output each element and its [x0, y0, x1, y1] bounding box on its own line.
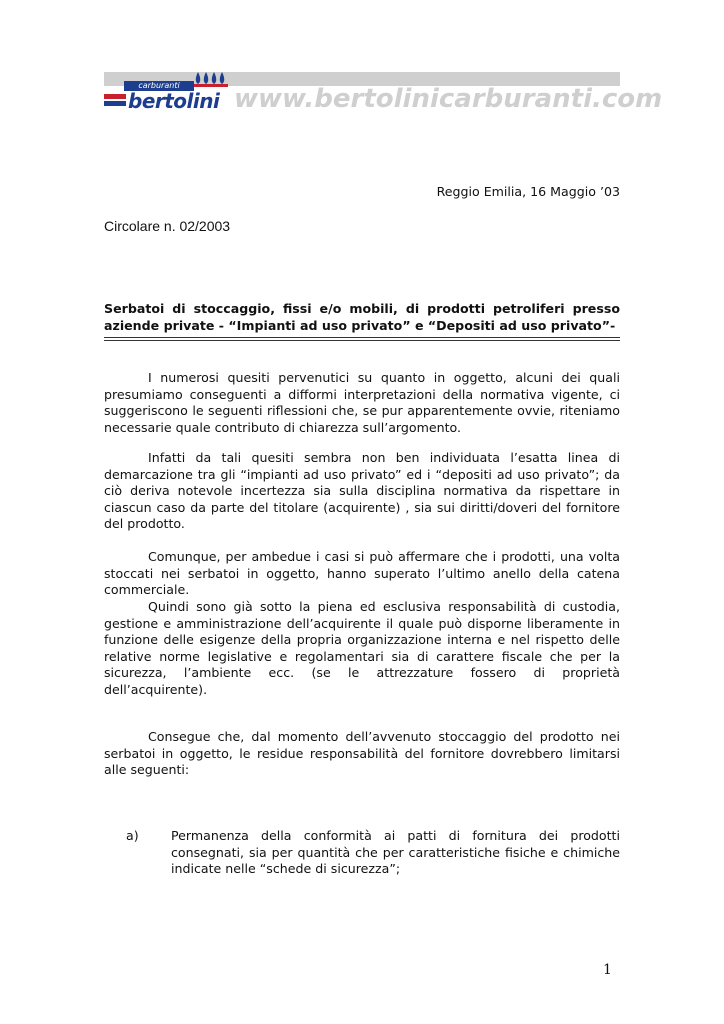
list-item-text: Permanenza della conformità ai patti di fornitura dei prodotti consegnati, sia per quantità che per caratteristiche fisiche e chimiche indicate nelle “schede di sicurezza”;	[171, 828, 620, 877]
page-number: 1	[603, 962, 612, 978]
letterhead	[104, 64, 663, 116]
company-logo	[104, 68, 234, 112]
fuel-drops-icon	[194, 70, 234, 88]
date-line: Reggio Emilia, 16 Maggio ’03	[436, 184, 620, 199]
logo-name: bertolini	[128, 89, 220, 113]
paragraph-3: Comunque, per ambedue i casi si può affermare che i prodotti, una volta stoccati nei serbatoi in oggetto, hanno superato l’ultimo anello della catena commerciale.	[104, 549, 620, 598]
list-item-label: a)	[126, 828, 139, 843]
subject-underline	[104, 337, 620, 338]
paragraph-5: Consegue che, dal momento dell’avvenuto stoccaggio del prodotto nei serbatoi in oggetto, le residue responsabilità del fornitore dovrebbero limitarsi alle seguenti:	[104, 729, 620, 778]
logo-tagline: carburanti	[124, 81, 194, 91]
logo-blue-stripe	[104, 101, 126, 106]
subject-heading: Serbatoi di stoccaggio, fissi e/o mobili, di prodotti petroliferi presso aziende private - “Impianti ad uso privato” e “Depositi ad uso privato”-	[104, 301, 620, 333]
subject-underline-2	[104, 340, 620, 341]
paragraph-4: Quindi sono già sotto la piena ed esclusiva responsabilità di custodia, gestione e amministrazione dell’acquirente il quale può disporne liberamente in funzione delle esigenze della propria organizzazione interna e nel rispetto delle relative norme legislative e regolamentari sia di carattere fiscale che per la sicurezza, l’ambiente ecc. (se le attrezzature fossero di proprietà dell’acquirente).	[104, 599, 620, 697]
logo-red-stripe	[104, 94, 126, 99]
paragraph-2: Infatti da tali quesiti sembra non ben individuata l’esatta linea di demarcazione tra gli “impianti ad uso privato” ed i “depositi ad uso privato”; da ciò deriva notevole incertezza sia sulla disciplina normativa da rispettare in ciascun caso da parte del titolare (acquirente) , sia sui diritti/doveri del fornitore del prodotto.	[104, 450, 620, 532]
circular-number: Circolare n. 02/2003	[104, 218, 231, 234]
paragraph-1: I numerosi quesiti pervenutici su quanto in oggetto, alcuni dei quali presumiamo conseguenti a difformi interpretazioni della normativa vigente, ci suggeriscono le seguenti riflessioni che, se pur apparentemente ovvie, riteniamo necessarie quale contributo di chiarezza sull’argomento.	[104, 370, 620, 435]
website-url: www.bertolinicarburanti.com	[234, 84, 663, 114]
